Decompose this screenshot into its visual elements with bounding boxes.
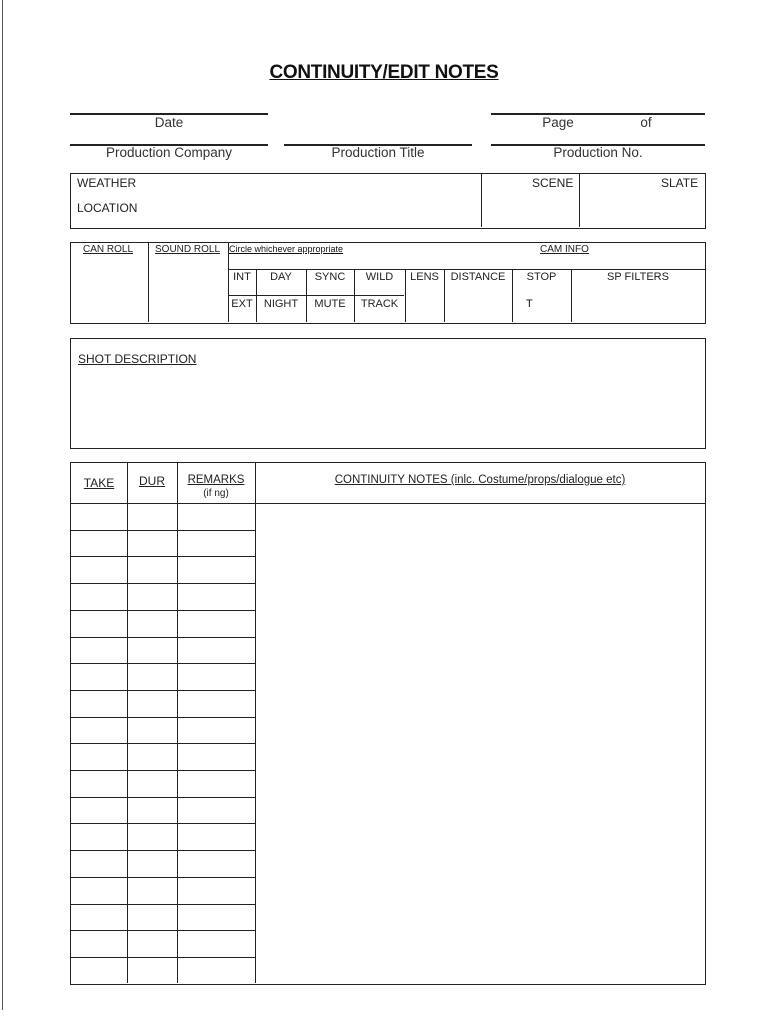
- table-row-divider: [71, 690, 255, 691]
- cam-info-label: CAM INFO: [540, 244, 589, 255]
- track-option[interactable]: TRACK: [360, 298, 399, 310]
- table-row-divider: [71, 797, 255, 798]
- production-title-label: Production Title: [331, 145, 425, 160]
- wild-option[interactable]: WILD: [365, 271, 394, 283]
- table-row-divider: [71, 850, 255, 851]
- table-row-divider: [71, 610, 255, 611]
- table-row-divider: [71, 637, 255, 638]
- slate-label: SLATE: [661, 176, 699, 190]
- divider: [228, 295, 404, 296]
- circle-note: Circle whichever appropriate: [229, 244, 344, 254]
- t-label: T: [526, 298, 533, 310]
- lens-label: LENS: [410, 271, 439, 283]
- distance-label: DISTANCE: [450, 271, 506, 283]
- location-box: [70, 173, 706, 229]
- table-row-divider: [71, 663, 255, 664]
- divider: [127, 463, 128, 983]
- remarks-subheader: (if ng): [203, 488, 229, 499]
- page-edge: [2, 0, 3, 1010]
- dur-header: DUR: [139, 474, 165, 488]
- scene-label: SCENE: [532, 176, 574, 190]
- location-label: LOCATION: [77, 201, 138, 215]
- sync-option[interactable]: SYNC: [314, 271, 346, 283]
- table-row-divider: [71, 583, 255, 584]
- table-row-divider: [71, 904, 255, 905]
- table-row-divider: [71, 530, 255, 531]
- int-option[interactable]: INT: [233, 271, 251, 283]
- night-option[interactable]: NIGHT: [263, 298, 299, 310]
- divider: [481, 174, 482, 227]
- weather-label: WEATHER: [77, 176, 137, 190]
- continuity-notes-header: CONTINUITY NOTES (inlc. Costume/props/dialogue etc): [334, 474, 626, 486]
- table-row-divider: [71, 877, 255, 878]
- page-label: Page: [542, 115, 574, 130]
- table-row-divider: [71, 823, 255, 824]
- divider: [148, 243, 149, 322]
- shot-description-label: SHOT DESCRIPTION: [78, 352, 197, 366]
- form-title: CONTINUITY/EDIT NOTES: [269, 62, 499, 83]
- ext-option[interactable]: EXT: [231, 298, 253, 310]
- take-header: TAKE: [83, 476, 115, 490]
- divider: [255, 463, 256, 983]
- table-row-divider: [71, 743, 255, 744]
- production-company-label: Production Company: [105, 145, 233, 160]
- production-no-label: Production No.: [553, 145, 643, 160]
- table-row-divider: [71, 770, 255, 771]
- date-label: Date: [154, 115, 184, 130]
- day-option[interactable]: DAY: [270, 271, 292, 283]
- sound-roll-label: SOUND ROLL: [155, 244, 221, 255]
- divider: [177, 463, 178, 983]
- table-row-divider: [71, 556, 255, 557]
- notes-table: [70, 462, 706, 985]
- divider: [579, 174, 580, 227]
- table-row-divider: [71, 930, 255, 931]
- shot-description-box[interactable]: [70, 338, 706, 449]
- divider: [228, 269, 705, 270]
- mute-option[interactable]: MUTE: [314, 298, 346, 310]
- camera-box: [70, 242, 706, 324]
- header-divider: [71, 503, 705, 504]
- table-row-divider: [71, 717, 255, 718]
- sp-filters-label: SP FILTERS: [607, 271, 669, 283]
- stop-label: STOP: [526, 271, 557, 283]
- table-row-divider: [71, 957, 255, 958]
- remarks-header: REMARKS: [187, 474, 245, 486]
- of-label: of: [640, 115, 652, 130]
- can-roll-label: CAN ROLL: [83, 244, 134, 255]
